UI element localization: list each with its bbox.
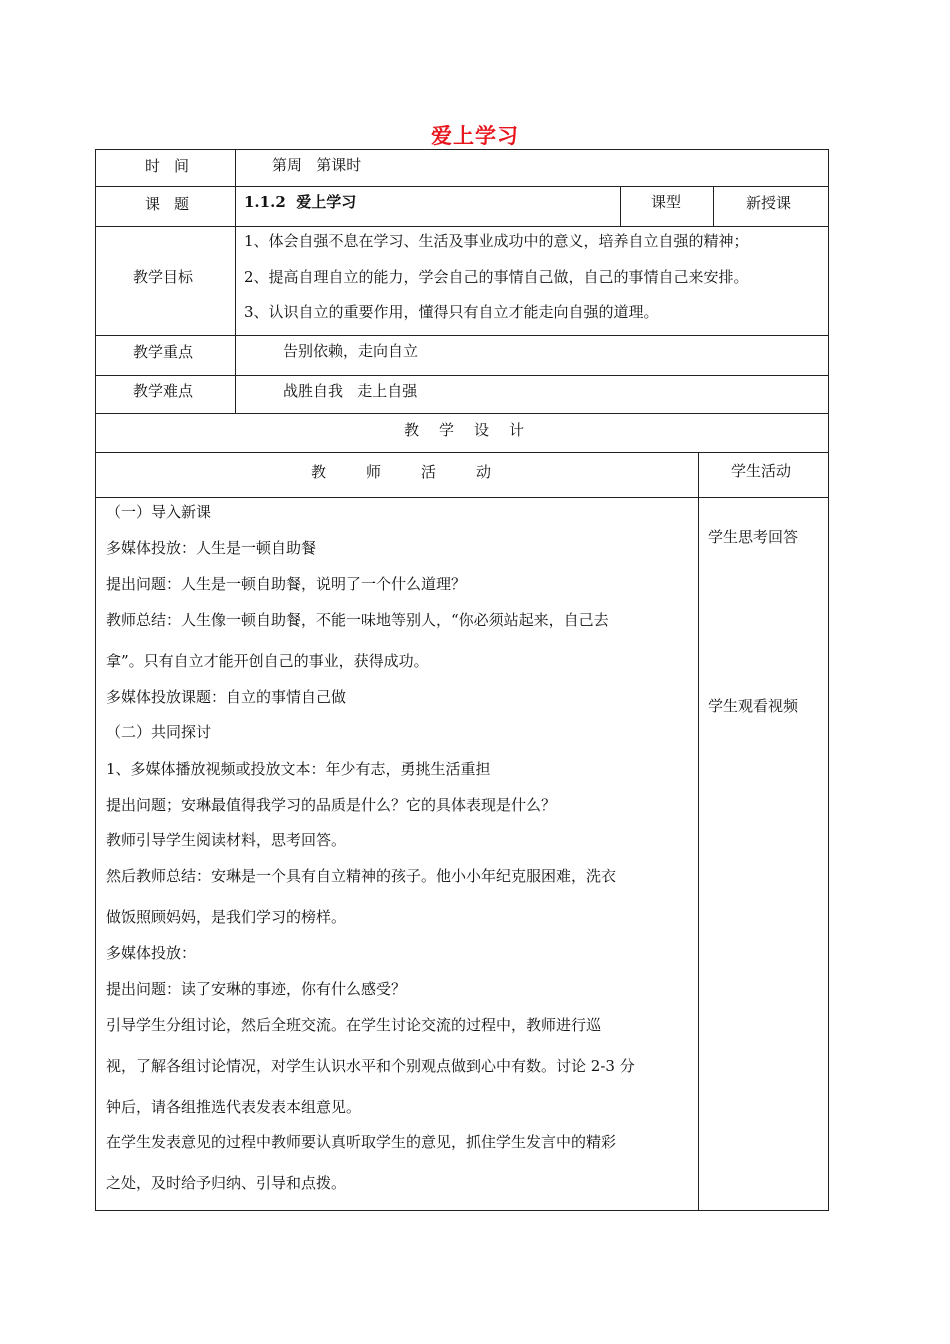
- type-value: 新授课: [746, 194, 792, 212]
- student-activity-header: 学生活动: [731, 462, 792, 480]
- goal-item: 3、认识自立的重要作用，懂得只有自立才能走向自强的道理。: [244, 303, 659, 321]
- difficulty-value: 战胜自我 走上自强: [283, 382, 418, 400]
- teacher-line: （二）共同探讨: [106, 723, 212, 741]
- goal-item: 2、提高自理自立的能力，学会自己的事情自己做，自己的事情自己来安排。: [244, 268, 749, 286]
- difficulty-label: 教学难点: [133, 382, 194, 400]
- row-divider: [95, 413, 829, 414]
- teacher-activity-header: 教师活动: [311, 463, 532, 481]
- teacher-line: 做饭照顾妈妈，是我们学习的榜样。: [106, 908, 347, 926]
- teacher-line: 钟后，请各组推选代表发表本组意见。: [106, 1098, 362, 1116]
- row-divider: [95, 186, 829, 187]
- col-divider: [713, 186, 714, 226]
- teacher-line: 提出问题：人生是一顿自助餐，说明了一个什么道理？: [106, 575, 467, 593]
- type-label: 课型: [651, 193, 682, 211]
- col-divider: [698, 452, 699, 1211]
- teacher-line: 然后教师总结：安琳是一个具有自立精神的孩子。他小小年纪克服困难，洗衣: [106, 867, 617, 885]
- teacher-line: （一）导入新课: [106, 503, 212, 521]
- row-divider: [95, 226, 829, 227]
- row-divider: [95, 497, 829, 498]
- teacher-line: 引导学生分组讨论，然后全班交流。在学生讨论交流的过程中，教师进行巡: [106, 1016, 602, 1034]
- time-value: 第周 第课时: [272, 156, 362, 174]
- student-note: 学生观看视频: [708, 697, 799, 715]
- topic-value: 1.1.2 爱上学习: [244, 193, 357, 211]
- key-point-value: 告别依赖，走向自立: [283, 342, 419, 360]
- row-divider: [95, 375, 829, 376]
- teacher-line: 提出问题；安琳最值得我学习的品质是什么？它的具体表现是什么？: [106, 796, 557, 814]
- teacher-line: 提出问题：读了安琳的事迹，你有什么感受？: [106, 980, 407, 998]
- goal-item: 1、体会自强不息在学习、生活及事业成功中的意义，培养自立自强的精神；: [244, 232, 749, 250]
- row-divider: [95, 452, 829, 453]
- col-divider: [235, 149, 236, 413]
- topic-label: 课题: [145, 195, 204, 213]
- row-divider: [95, 335, 829, 336]
- key-point-label: 教学重点: [133, 343, 194, 361]
- teacher-line: 教师总结：人生像一顿自助餐，不能一味地等别人，“你必须站起来，自己去: [106, 611, 609, 629]
- teacher-line: 1、多媒体播放视频或投放文本：年少有志，勇挑生活重担: [106, 760, 491, 778]
- teacher-line: 视，了解各组讨论情况，对学生认识水平和个别观点做到心中有数。讨论 2-3 分: [106, 1057, 635, 1075]
- student-note: 学生思考回答: [708, 528, 799, 546]
- teacher-line: 教师引导学生阅读材料，思考回答。: [106, 831, 347, 849]
- document-title: 爱上学习: [431, 123, 519, 148]
- time-label: 时间: [145, 157, 204, 175]
- teacher-line: 多媒体投放课题：自立的事情自己做: [106, 688, 347, 706]
- teacher-line: 多媒体投放：人生是一顿自助餐: [106, 539, 317, 557]
- teacher-line: 之处，及时给予归纳、引导和点拨。: [106, 1174, 347, 1192]
- teacher-line: 拿”。只有自立才能开创自己的事业，获得成功。: [106, 652, 429, 670]
- teacher-line: 在学生发表意见的过程中教师要认真听取学生的意见，抓住学生发言中的精彩: [106, 1133, 617, 1151]
- teacher-line: 多媒体投放：: [106, 944, 197, 962]
- col-divider: [620, 186, 621, 226]
- design-heading: 教学设计: [404, 421, 545, 439]
- goals-label: 教学目标: [133, 268, 194, 286]
